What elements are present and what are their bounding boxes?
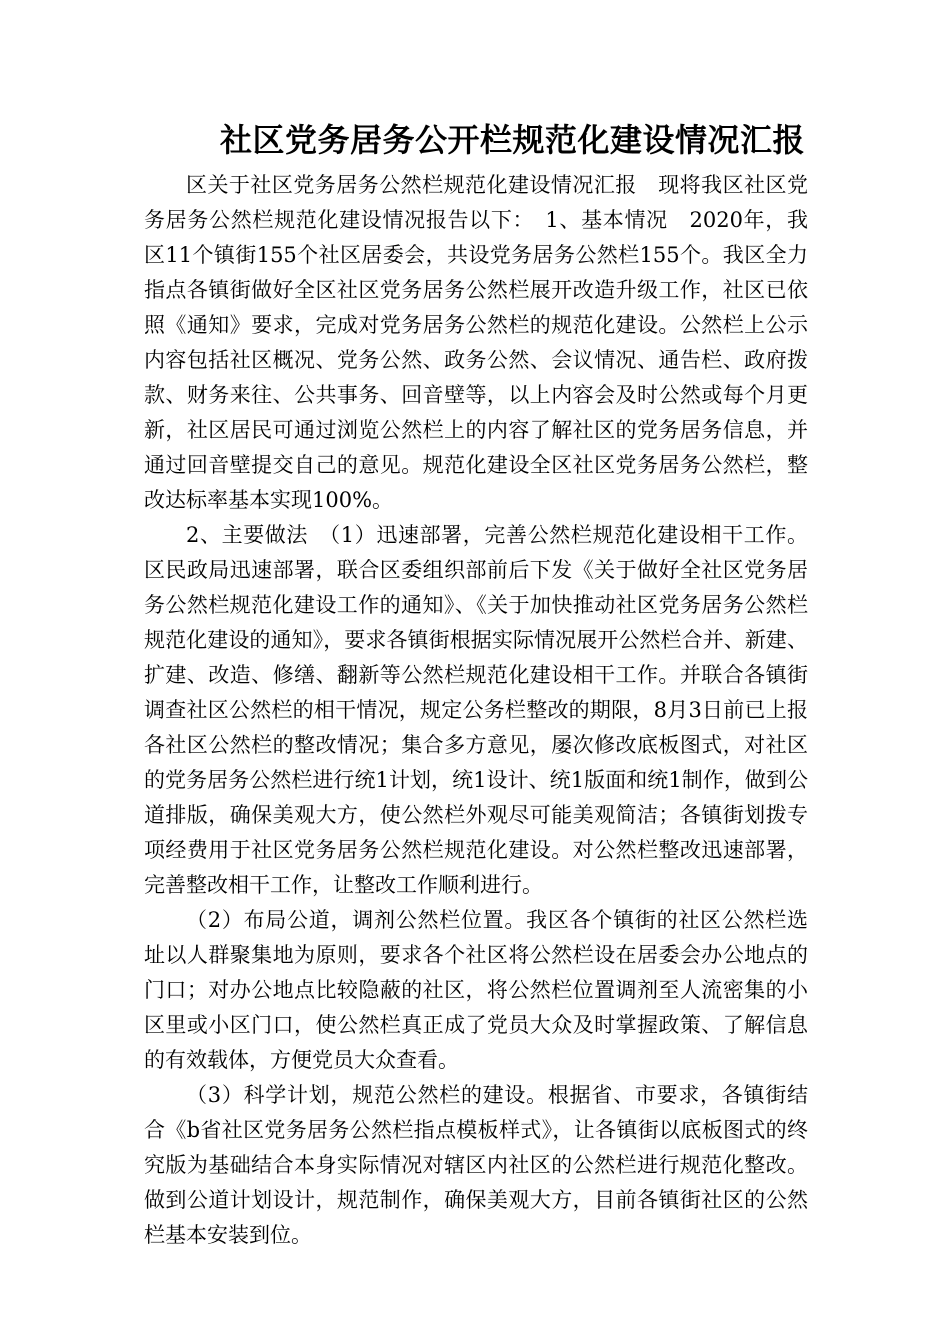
- document-body: [144, 168, 808, 1253]
- paragraph-main-methods: 2、主要做法 （1）迅速部署，完善公然栏规范化建设相干工作。区民政局迅速部署，联合区委组织部前后下发《关于做好全社区党务居务公然栏规范化建设工作的通知》、《关于加快推动社区党务居务公然栏规范化建设的通知》，要求各镇街根据实际情况展开公然栏合并、新建、扩建、改造、修缮、翻新等公然栏规范化建设相干工作。并联合各镇街调查社区公然栏的相干情况，规定公务栏整改的期限，8月3日前已上报各社区公然栏的整改情况；集合多方意见，屡次修改底板图式，对社区的党务居务公然栏进行统1计划，统1设计、统1版面和统1制作，做到公道排版，确保美观大方，使公然栏外观尽可能美观简洁；各镇街划拨专项经费用于社区党务居务公然栏规范化建设。对公然栏整改迅速部署，完善整改相干工作，让整改工作顺利进行。: [144, 523, 808, 897]
- paragraph-layout-adjustment: （2）布局公道，调剂公然栏位置。我区各个镇街的社区公然栏选址以人群聚集地为原则，要求各个社区将公然栏设在居委会办公地点的门口；对办公地点比较隐蔽的社区，将公然栏位置调剂至人流密集的小区里或小区门口，使公然栏真正成了党员大众及时掌握政策、了解信息的有效载体，方便党员大众查看。: [144, 908, 808, 1072]
- paragraph-basic-situation: 区关于社区党务居务公然栏规范化建设情况汇报 现将我区社区党务居务公然栏规范化建设情况报告以下： 1、基本情况 2020年，我区11个镇街155个社区居委会，共设党务居务公然栏155个。我区全力指点各镇街做好全区社区党务居务公然栏展开改造升级工作，社区已依照《通知》要求，完成对党务居务公然栏的规范化建设。公然栏上公示内容包括社区概况、党务公然、政务公然、会议情况、通告栏、政府拨款、财务来往、公共事务、回音壁等，以上内容会及时公然或每个月更新，社区居民可通过浏览公然栏上的内容了解社区的党务居务信息，并通过回音壁提交自己的意见。规范化建设全区社区党务居务公然栏，整改达标率基本实现100%。: [144, 173, 808, 512]
- paragraph-scientific-planning: （3）科学计划，规范公然栏的建设。根据省、市要求，各镇街结合《b省社区党务居务公然栏指点模板样式》，让各镇街以底板图式的终究版为基础结合本身实际情况对辖区内社区的公然栏进行规范化整改。做到公道计划设计，规范制作，确保美观大方，目前各镇街社区的公然栏基本安装到位。: [144, 1083, 808, 1247]
- document-title: 社区党务居务公开栏规范化建设情况汇报: [220, 121, 806, 159]
